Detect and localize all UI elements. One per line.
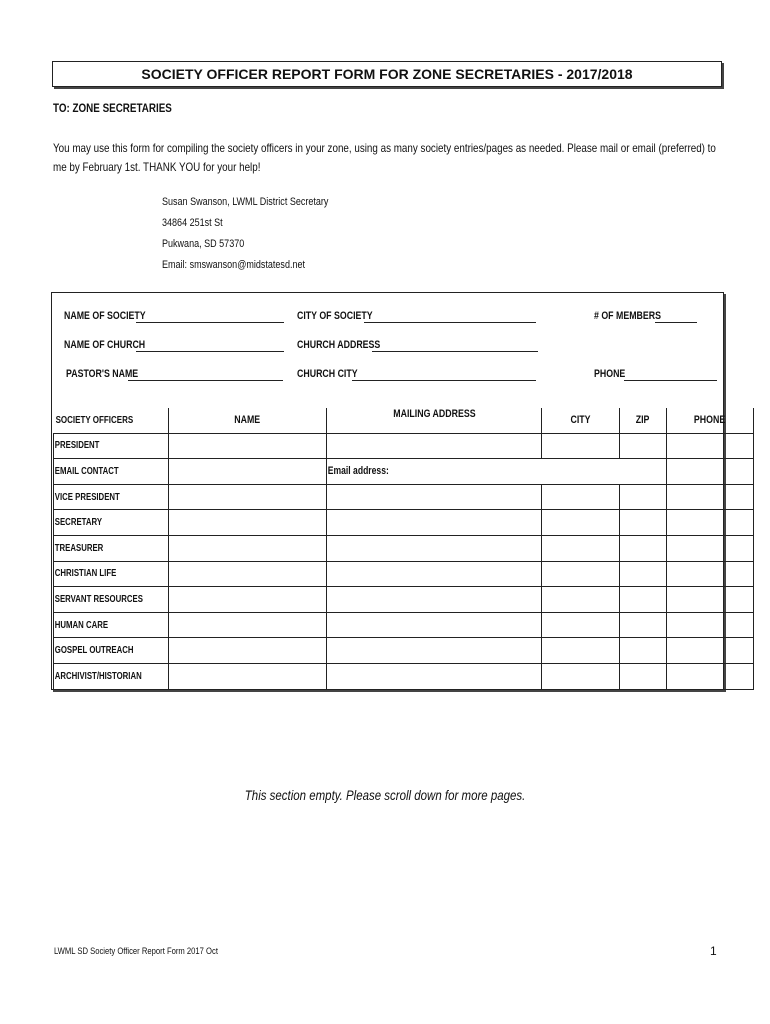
table-row: [54, 459, 754, 485]
zip-cell[interactable]: [619, 484, 666, 510]
header-name: NAME: [168, 408, 326, 433]
city-cell[interactable]: [541, 484, 619, 510]
church-city-label: CHURCH CITY: [297, 368, 358, 380]
form-title: SOCIETY OFFICER REPORT FORM FOR ZONE SECRETARIES - 2017/2018: [52, 61, 722, 87]
zip-cell[interactable]: [619, 561, 666, 587]
name-cell[interactable]: [168, 510, 326, 536]
city-cell[interactable]: [541, 535, 619, 561]
pastor-name-field[interactable]: [128, 380, 283, 381]
table-row: [54, 510, 754, 536]
address-cell[interactable]: [326, 663, 541, 689]
city-cell[interactable]: [541, 433, 619, 459]
row-label: EMAIL CONTACT: [54, 459, 169, 485]
empty-section-note: This section empty. Please scroll down for more pages.: [244, 787, 526, 803]
phone-cell[interactable]: [666, 638, 753, 664]
phone-cell[interactable]: [666, 510, 753, 536]
phone-cell[interactable]: [666, 587, 753, 613]
city-cell[interactable]: [541, 587, 619, 613]
name-cell[interactable]: [168, 433, 326, 459]
instructions-paragraph: You may use this form for compiling the society officers in your zone, using as many society entries/pages as needed. Please mail or email (preferred) to me by February 1st. THANK YOU for your help!: [53, 141, 716, 174]
church-address-field[interactable]: [372, 351, 538, 352]
email-address-label: Email address:: [327, 465, 389, 478]
page-number: 1: [710, 944, 717, 958]
contact-city: Pukwana, SD 57370: [162, 238, 245, 250]
row-label: SERVANT RESOURCES: [54, 587, 169, 613]
address-cell[interactable]: [326, 535, 541, 561]
officers-table: [53, 408, 754, 690]
email-address-cell[interactable]: [326, 459, 666, 485]
society-city-label: CITY OF SOCIETY: [297, 310, 373, 322]
table-row: [54, 587, 754, 613]
address-cell[interactable]: [326, 484, 541, 510]
row-label: CHRISTIAN LIFE: [54, 561, 169, 587]
zip-cell[interactable]: [619, 510, 666, 536]
name-cell[interactable]: [168, 459, 326, 485]
address-cell[interactable]: [326, 510, 541, 536]
table-row: [54, 484, 754, 510]
city-cell[interactable]: [541, 561, 619, 587]
row-label: TREASURER: [54, 535, 169, 561]
name-cell[interactable]: [168, 587, 326, 613]
members-label: # OF MEMBERS: [594, 310, 661, 322]
table-row: [54, 433, 754, 459]
address-cell[interactable]: [326, 638, 541, 664]
society-name-label: NAME OF SOCIETY: [64, 310, 146, 322]
address-cell[interactable]: [326, 433, 541, 459]
row-label: PRESIDENT: [54, 433, 169, 459]
church-address-label: CHURCH ADDRESS: [297, 339, 381, 351]
header-zip: ZIP: [619, 408, 666, 433]
to-line: TO: ZONE SECRETARIES: [53, 101, 172, 115]
phone-cell[interactable]: [666, 484, 753, 510]
zip-cell[interactable]: [619, 535, 666, 561]
row-label: HUMAN CARE: [54, 612, 169, 638]
society-name-field[interactable]: [136, 322, 284, 323]
name-cell[interactable]: [168, 612, 326, 638]
header-society-officers: SOCIETY OFFICERS: [54, 408, 169, 433]
name-cell[interactable]: [168, 638, 326, 664]
city-cell[interactable]: [541, 663, 619, 689]
table-row: [54, 612, 754, 638]
name-cell[interactable]: [168, 561, 326, 587]
members-field[interactable]: [655, 322, 697, 323]
footer-form-id: LWML SD Society Officer Report Form 2017 Oct: [54, 946, 218, 956]
address-cell[interactable]: [326, 612, 541, 638]
phone-cell[interactable]: [666, 535, 753, 561]
address-cell[interactable]: [326, 587, 541, 613]
row-label: VICE PRESIDENT: [54, 484, 169, 510]
zip-cell[interactable]: [619, 433, 666, 459]
church-name-label: NAME OF CHURCH: [64, 339, 146, 351]
zip-cell[interactable]: [619, 612, 666, 638]
church-city-field[interactable]: [352, 380, 536, 381]
table-row: [54, 561, 754, 587]
zip-cell[interactable]: [619, 663, 666, 689]
phone-cell[interactable]: [666, 612, 753, 638]
pastor-name-label: PASTOR'S NAME: [66, 368, 139, 380]
header-phone: PHONE: [666, 408, 753, 433]
phone-cell[interactable]: [666, 663, 753, 689]
name-cell[interactable]: [168, 663, 326, 689]
city-cell[interactable]: [541, 638, 619, 664]
row-label: SECRETARY: [54, 510, 169, 536]
city-cell[interactable]: [541, 612, 619, 638]
zip-cell[interactable]: [619, 587, 666, 613]
contact-name: Susan Swanson, LWML District Secretary: [162, 196, 329, 208]
header-city: CITY: [541, 408, 619, 433]
address-cell[interactable]: [326, 561, 541, 587]
phone-cell[interactable]: [666, 459, 753, 485]
name-cell[interactable]: [168, 484, 326, 510]
contact-email: Email: smswanson@midstatesd.net: [162, 259, 306, 271]
table-row: [54, 535, 754, 561]
phone-field[interactable]: [624, 380, 717, 381]
church-name-field[interactable]: [136, 351, 284, 352]
name-cell[interactable]: [168, 535, 326, 561]
society-city-field[interactable]: [364, 322, 536, 323]
phone-cell[interactable]: [666, 561, 753, 587]
zip-cell[interactable]: [619, 638, 666, 664]
contact-street: 34864 251st St: [162, 217, 223, 229]
city-cell[interactable]: [541, 510, 619, 536]
phone-label: PHONE: [594, 368, 626, 380]
row-label: ARCHIVIST/HISTORIAN: [54, 663, 169, 689]
phone-cell[interactable]: [666, 433, 753, 459]
row-label: GOSPEL OUTREACH: [54, 638, 169, 664]
header-mailing-address: MAILING ADDRESS: [326, 408, 541, 433]
table-row: [54, 638, 754, 664]
table-row: [54, 663, 754, 689]
officers-table-header: [54, 408, 754, 433]
